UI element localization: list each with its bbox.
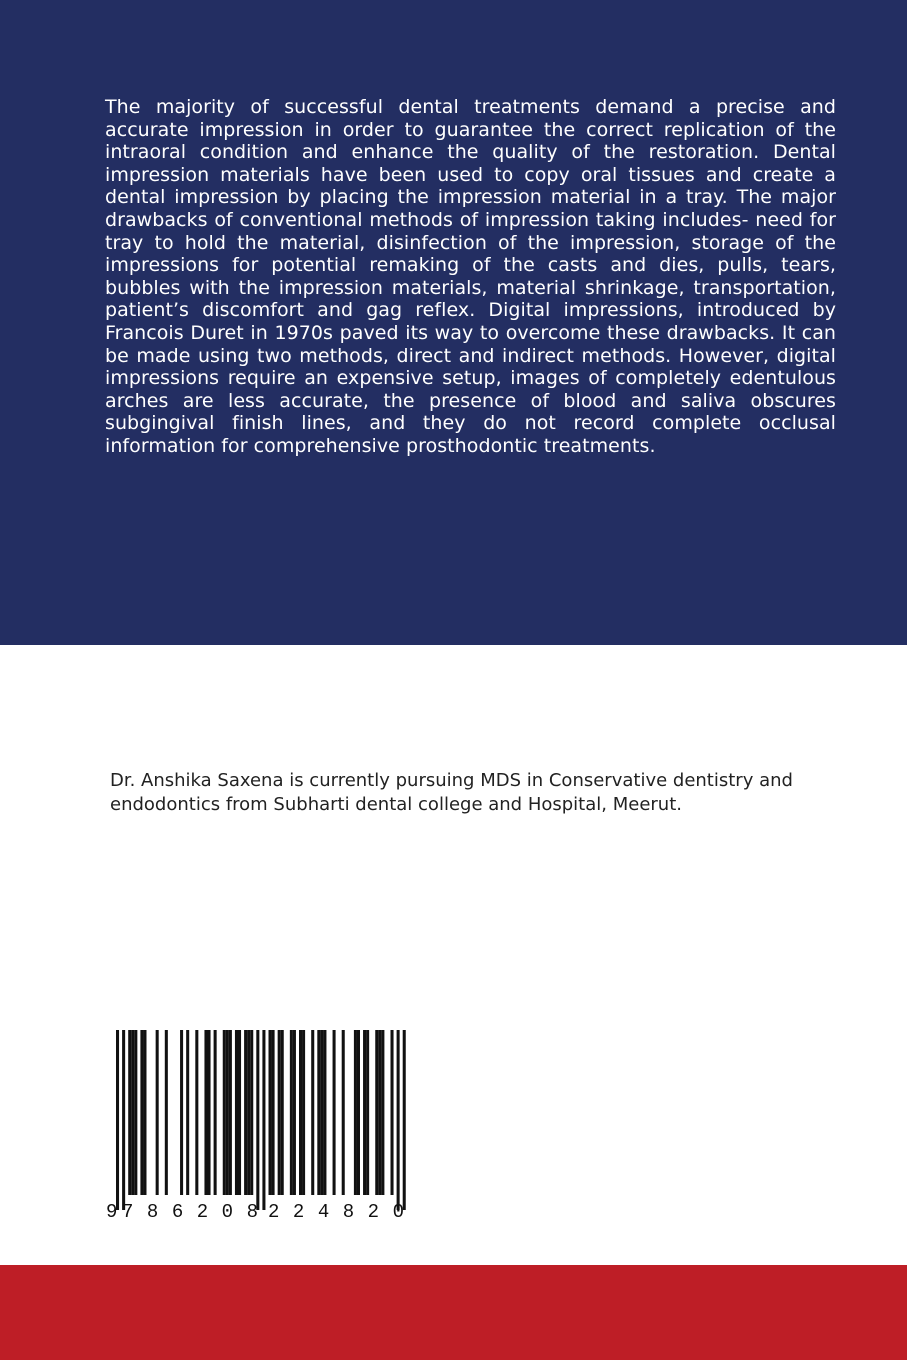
barcode-bar bbox=[195, 1030, 198, 1195]
barcode-bar bbox=[366, 1030, 369, 1195]
barcode-bar bbox=[134, 1030, 137, 1195]
barcode-bar bbox=[238, 1030, 241, 1195]
barcode-bar bbox=[204, 1030, 207, 1195]
barcode-bar bbox=[226, 1030, 229, 1195]
barcode-bar bbox=[244, 1030, 247, 1195]
barcode-bar bbox=[354, 1030, 357, 1195]
barcode-guard-bar bbox=[397, 1030, 400, 1210]
barcode-bar bbox=[281, 1030, 284, 1195]
barcode-bar bbox=[363, 1030, 366, 1195]
barcode-bar bbox=[229, 1030, 232, 1195]
barcode-bar bbox=[140, 1030, 143, 1195]
barcode-guard-bar bbox=[122, 1030, 125, 1210]
barcode-bar bbox=[223, 1030, 226, 1195]
barcode-bar bbox=[293, 1030, 296, 1195]
barcode-bar bbox=[214, 1030, 217, 1195]
barcode-bar bbox=[378, 1030, 381, 1195]
barcode-guard-bar bbox=[256, 1030, 259, 1210]
barcode-bar bbox=[186, 1030, 189, 1195]
barcode-bar bbox=[250, 1030, 253, 1195]
barcode-bar bbox=[323, 1030, 326, 1195]
barcode-guard-bar bbox=[116, 1030, 119, 1210]
barcode-bar bbox=[391, 1030, 394, 1195]
barcode-bar bbox=[156, 1030, 159, 1195]
barcode-bar bbox=[247, 1030, 250, 1195]
barcode-right-digits: 224820 bbox=[268, 1201, 404, 1222]
barcode-bar bbox=[320, 1030, 323, 1195]
barcode-bar bbox=[357, 1030, 360, 1195]
isbn-barcode bbox=[100, 1030, 420, 1222]
barcode-bar bbox=[302, 1030, 305, 1195]
barcode-bar bbox=[165, 1030, 168, 1195]
barcode-bar bbox=[381, 1030, 384, 1195]
barcode-bar bbox=[278, 1030, 281, 1195]
barcode-bar bbox=[290, 1030, 293, 1195]
barcode-bars bbox=[116, 1030, 406, 1210]
barcode-bar bbox=[208, 1030, 211, 1195]
barcode-bar bbox=[333, 1030, 336, 1195]
barcode-bar bbox=[143, 1030, 146, 1195]
barcode-bar bbox=[269, 1030, 272, 1195]
barcode-bar bbox=[272, 1030, 275, 1195]
barcode-bar bbox=[131, 1030, 134, 1195]
barcode-bar bbox=[128, 1030, 131, 1195]
author-bio: Dr. Anshika Saxena is currently pursuing MDS in Conservative dentistry and endodontics from Subharti dental college and Hospital, Meerut. bbox=[110, 770, 793, 815]
barcode-guard-bar bbox=[262, 1030, 265, 1210]
barcode-guard-bar bbox=[403, 1030, 406, 1210]
barcode-bar bbox=[235, 1030, 238, 1195]
barcode-bar bbox=[311, 1030, 314, 1195]
barcode-first-digit: 9 bbox=[106, 1201, 118, 1222]
barcode-bar bbox=[299, 1030, 302, 1195]
book-description: The majority of successful dental treatments demand a precise and accurate impression in order to guarantee the correct replication of the intraoral condition and enhance the quality of the restoration. Dental impression materials have been used to copy oral tissues and create a dental impression by placing the impression material in a tray. The major drawbacks of conventional methods of impression taking includes- need for tray to hold the material, disinfection of the impression, storage of the impressions for potential remaking of the casts and dies, pulls, tears, bubbles with the impression materials, material shrinkage, transportation, patient’s discomfort and gag reflex. Digital impressions, introduced by Francois Duret in 1970s paved its way to overcome these drawbacks. It can be made using two methods, direct and indirect methods. However, digital impressions require an expensive setup, images of completely edentulous arches are less accurate, the presence of blood and saliva obscures subgingival finish lines, and they do not record complete occlusal information for comprehensive prosthodontic treatments. bbox=[105, 96, 836, 457]
barcode-bar bbox=[317, 1030, 320, 1195]
top-panel bbox=[0, 0, 907, 645]
bottom-band bbox=[0, 1265, 907, 1360]
barcode-left-digits: 786208 bbox=[122, 1201, 258, 1222]
barcode-bar bbox=[180, 1030, 183, 1195]
barcode-bar bbox=[375, 1030, 378, 1195]
barcode-bar bbox=[342, 1030, 345, 1195]
